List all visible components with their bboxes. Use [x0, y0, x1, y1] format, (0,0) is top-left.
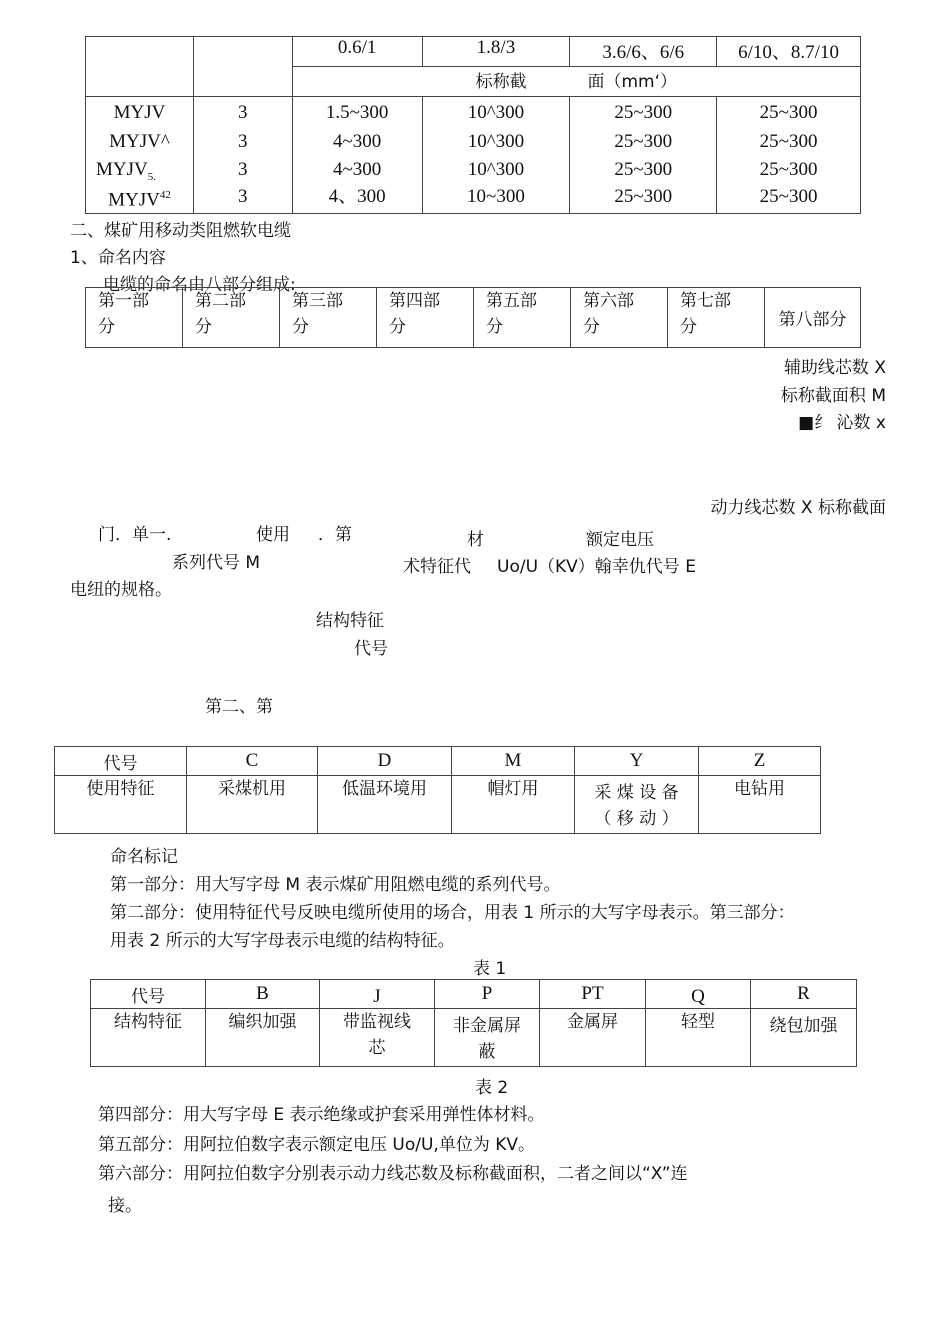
struct-header-cell: R	[751, 980, 857, 1009]
nominal-area-label: 标称截面积 M	[780, 386, 886, 406]
cable-spec-table	[85, 36, 861, 214]
table-caption: 表 2	[475, 1078, 509, 1098]
diagram-fragment: 门．单一.	[98, 525, 172, 545]
header-blank-cores	[193, 37, 292, 97]
paragraph: 第一部分：用大写字母 M 表示煤矿用阻燃电缆的系列代号。	[110, 875, 561, 895]
diagram-fragment: 额定电压	[586, 530, 654, 550]
diagram-fragment: 代号	[354, 639, 388, 659]
diagram-fragment: Uo/U（KV）翰幸仇代号 E	[497, 557, 696, 577]
struct-header-cell: Q	[646, 980, 751, 1009]
struct-header-cell: 代号	[91, 980, 206, 1009]
usage-value-cell: 电钻用	[699, 776, 821, 834]
range-cell: 25~300	[759, 102, 818, 123]
range-cell: 25~300	[759, 186, 818, 207]
struct-value-cell: 非金属屏 蔽	[435, 1009, 540, 1067]
cores-column	[193, 97, 292, 214]
voltage-header: 0.6/1	[292, 37, 422, 67]
paragraph: 第五部分：用阿拉伯数字表示额定电压 Uo/U,单位为 KV。	[98, 1135, 536, 1155]
struct-feature-label: 结构特征	[316, 611, 384, 631]
struct-value-cell: 绕包加强	[751, 1009, 857, 1067]
struct-row-label: 结构特征	[91, 1009, 206, 1067]
part-cell: 第六部 分	[571, 288, 668, 348]
usage-header-cell: 代号	[55, 747, 187, 776]
struct-value-cell: 带监视线 芯	[320, 1009, 435, 1067]
part-cell: 第一部 分	[86, 288, 183, 348]
struct-value-cell: 编织加强	[206, 1009, 320, 1067]
usage-header-cell: M	[452, 747, 575, 776]
model-cell: MYJV$^{42}$	[108, 189, 171, 211]
voltage-header: 3.6/6、6/6	[570, 37, 717, 67]
model-cell: MYJV	[113, 102, 166, 123]
struct-header-cell: B	[206, 980, 320, 1009]
range-cell: 25~300	[614, 131, 673, 152]
part-cell: 第八部分	[765, 288, 861, 348]
aux-cores-label: 辅助线芯数 X	[783, 358, 886, 378]
usage-header-cell: Y	[575, 747, 699, 776]
v2-column	[422, 97, 570, 214]
cores-cell: 3	[238, 159, 248, 180]
diagram-fragment: ．第	[318, 525, 352, 545]
subsection-title: 1、命名内容	[70, 248, 166, 268]
usage-feature-table	[54, 746, 821, 834]
usage-value-cell: 低温环境用	[318, 776, 452, 834]
model-column	[86, 97, 194, 214]
struct-header-cell: P	[435, 980, 540, 1009]
range-cell: 4~300	[332, 159, 382, 180]
range-cell: 25~300	[614, 159, 673, 180]
range-cell: 10^300	[467, 102, 525, 123]
range-cell: 10~300	[467, 186, 525, 207]
diagram-fragment: 材	[467, 530, 484, 550]
usage-header-cell: C	[187, 747, 318, 776]
v3-column	[570, 97, 717, 214]
part-cell: 第四部 分	[377, 288, 474, 348]
range-cell: 4、300	[328, 186, 386, 207]
range-cell: 25~300	[614, 102, 673, 123]
diagram-fragment: 术特征代	[403, 557, 471, 577]
cores-cell: 3	[238, 186, 248, 207]
v4-column	[717, 97, 861, 214]
part-cell: 第五部 分	[474, 288, 571, 348]
diagram-fragment: 使用	[256, 525, 290, 545]
cores-cell: 3	[238, 131, 248, 152]
range-cell: 10^300	[467, 159, 525, 180]
usage-value-cell: 采 煤 设 备 （ 移 动 ）	[575, 776, 699, 834]
naming-mark-heading: 命名标记	[110, 847, 178, 867]
header-blank-model	[86, 37, 194, 97]
voltage-header: 6/10、8.7/10	[717, 37, 861, 67]
part-cell: 第三部 分	[280, 288, 377, 348]
table-caption: 表 1	[473, 959, 507, 979]
model-cell: MYJV^	[109, 131, 170, 152]
usage-header-cell: D	[318, 747, 452, 776]
struct-header-cell: PT	[540, 980, 646, 1009]
struct-value-cell: 金属屏	[540, 1009, 646, 1067]
range-cell: 25~300	[614, 186, 673, 207]
series-code-label: 系列代号 M	[172, 553, 261, 573]
structure-feature-table	[90, 979, 857, 1067]
range-cell: 4~300	[332, 131, 382, 152]
section-title: 二、煤矿用移动类阻燃软电缆	[70, 221, 291, 241]
usage-row-label: 使用特征	[55, 776, 187, 834]
part-cell: 第二部 分	[183, 288, 280, 348]
garbled-label: ■纟 沁数 x	[798, 413, 886, 433]
paragraph: 第二部分：使用特征代号反映电缆所使用的场合，用表 1 所示的大写字母表示。第三部分：	[110, 903, 795, 923]
model-cell: $MYJV_{5.}$	[96, 159, 156, 183]
struct-value-cell: 轻型	[646, 1009, 751, 1067]
area-header-a: 标称截	[475, 72, 527, 92]
paragraph: 第四部分：用大写字母 E 表示绝缘或护套采用弹性体材料。	[98, 1105, 545, 1125]
range-cell: 10^300	[467, 131, 525, 152]
voltage-header: 1.8/3	[422, 37, 570, 67]
range-cell: 25~300	[759, 131, 818, 152]
power-cores-label: 动力线芯数 X 标称截面	[710, 498, 886, 518]
area-header-b: 面（mm‘）	[587, 72, 678, 92]
cable-spec-label: 电纽的规格。	[70, 580, 172, 600]
paragraph: 用表 2 所示的大写字母表示电缆的结构特征。	[110, 931, 455, 951]
diagram-fragment: 第二、第	[205, 697, 273, 717]
cores-cell: 3	[238, 102, 248, 123]
struct-header-cell: J	[320, 980, 435, 1009]
usage-value-cell: 帽灯用	[452, 776, 575, 834]
part-cell: 第七部 分	[668, 288, 765, 348]
usage-header-cell: Z	[699, 747, 821, 776]
v1-column	[292, 97, 422, 214]
area-header	[292, 67, 860, 97]
range-cell: 25~300	[759, 159, 818, 180]
paragraph: 第六部分：用阿拉伯数字分别表示动力线芯数及标称截面积，二者之间以“X”连	[98, 1164, 688, 1184]
usage-value-cell: 采煤机用	[187, 776, 318, 834]
naming-intro: 电缆的命名由八部分组成:	[103, 275, 296, 295]
range-cell: 1.5~300	[325, 102, 389, 123]
naming-parts-table	[85, 287, 861, 348]
paragraph: 接。	[108, 1196, 142, 1216]
